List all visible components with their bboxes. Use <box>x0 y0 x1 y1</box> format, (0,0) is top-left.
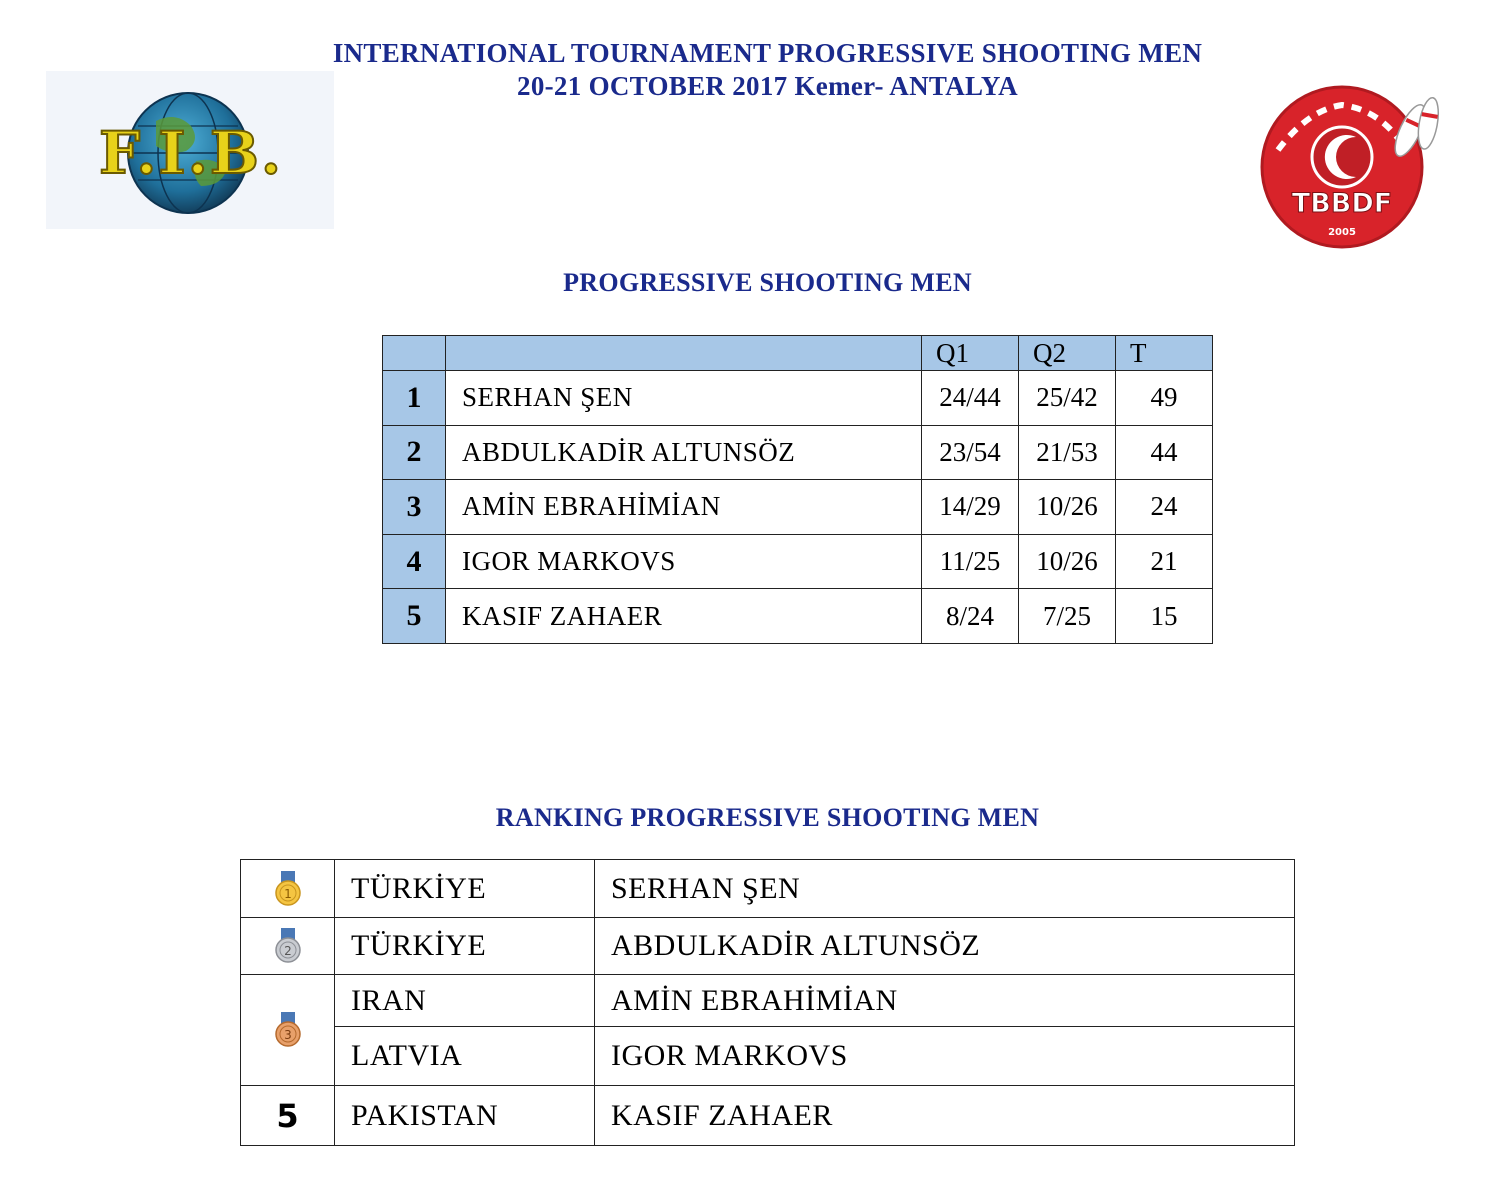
q2-score: 10/26 <box>1019 534 1116 589</box>
q2-score: 7/25 <box>1019 589 1116 644</box>
col-q2: Q2 <box>1019 336 1116 371</box>
bronze-medal-icon <box>273 1011 303 1049</box>
athlete-name: SERHAN ŞEN <box>595 860 1295 918</box>
athlete-name: KASIF ZAHAER <box>595 1086 1295 1146</box>
country-name: TÜRKİYE <box>335 918 595 975</box>
country-name: TÜRKİYE <box>335 860 595 918</box>
country-name: LATVIA <box>335 1027 595 1086</box>
document-title: INTERNATIONAL TOURNAMENT PROGRESSIVE SHOOTING MEN <box>332 38 1203 68</box>
table-row <box>241 1027 1295 1086</box>
medal-cell <box>241 975 335 1086</box>
table-row <box>241 975 1295 1027</box>
total-score: 15 <box>1116 589 1213 644</box>
svg-text:1: 1 <box>283 886 292 901</box>
athlete-name: IGOR MARKOVS <box>446 534 922 589</box>
ranking-table <box>240 859 1295 1146</box>
table-row <box>383 371 1213 426</box>
total-score: 21 <box>1116 534 1213 589</box>
rank-cell: 1 <box>383 371 446 426</box>
table-row <box>383 480 1213 535</box>
results-header-row <box>383 336 1213 371</box>
table-row <box>383 534 1213 589</box>
svg-text:2: 2 <box>283 944 292 959</box>
q1-score: 23/54 <box>922 425 1019 480</box>
total-score: 44 <box>1116 425 1213 480</box>
medal-cell <box>241 860 335 918</box>
tbbdf-logo-year: 2005 <box>1328 227 1356 238</box>
q1-score: 11/25 <box>922 534 1019 589</box>
q2-score: 25/42 <box>1019 371 1116 426</box>
svg-text:3: 3 <box>283 1028 292 1043</box>
results-table <box>382 335 1213 644</box>
rank-cell: 2 <box>383 425 446 480</box>
athlete-name: AMİN EBRAHİMİAN <box>595 975 1295 1027</box>
rank-cell: 3 <box>383 480 446 535</box>
athlete-name: ABDULKADİR ALTUNSÖZ <box>446 425 922 480</box>
fib-logo-text: F.I.B. <box>98 119 284 187</box>
total-score: 24 <box>1116 480 1213 535</box>
fib-logo <box>46 71 334 229</box>
place-cell: 5 <box>241 1086 335 1146</box>
col-name <box>446 336 922 371</box>
table-row <box>241 918 1295 975</box>
table-row <box>383 589 1213 644</box>
country-name: PAKISTAN <box>335 1086 595 1146</box>
country-name: IRAN <box>335 975 595 1027</box>
rank-cell: 4 <box>383 534 446 589</box>
q1-score: 14/29 <box>922 480 1019 535</box>
document-subtitle: 20-21 OCTOBER 2017 Kemer- ANTALYA <box>517 71 1018 101</box>
athlete-name: ABDULKADİR ALTUNSÖZ <box>595 918 1295 975</box>
athlete-name: IGOR MARKOVS <box>595 1027 1295 1086</box>
medal-cell <box>241 918 335 975</box>
ranking-title: RANKING PROGRESSIVE SHOOTING MEN <box>495 803 1040 832</box>
tbbdf-logo-text: TBBDF <box>1291 188 1393 219</box>
tbbdf-logo <box>1258 75 1448 250</box>
rank-cell: 5 <box>383 589 446 644</box>
athlete-name: KASIF ZAHAER <box>446 589 922 644</box>
q2-score: 10/26 <box>1019 480 1116 535</box>
athlete-name: SERHAN ŞEN <box>446 371 922 426</box>
table-row <box>383 425 1213 480</box>
col-total: T <box>1116 336 1213 371</box>
total-score: 49 <box>1116 371 1213 426</box>
table-row <box>241 1086 1295 1146</box>
silver-medal-icon <box>273 927 303 965</box>
q2-score: 21/53 <box>1019 425 1116 480</box>
results-title: PROGRESSIVE SHOOTING MEN <box>563 268 972 297</box>
q1-score: 24/44 <box>922 371 1019 426</box>
gold-medal-icon <box>273 870 303 908</box>
table-row <box>241 860 1295 918</box>
athlete-name: AMİN EBRAHİMİAN <box>446 480 922 535</box>
q1-score: 8/24 <box>922 589 1019 644</box>
col-q1: Q1 <box>922 336 1019 371</box>
col-rank <box>383 336 446 371</box>
